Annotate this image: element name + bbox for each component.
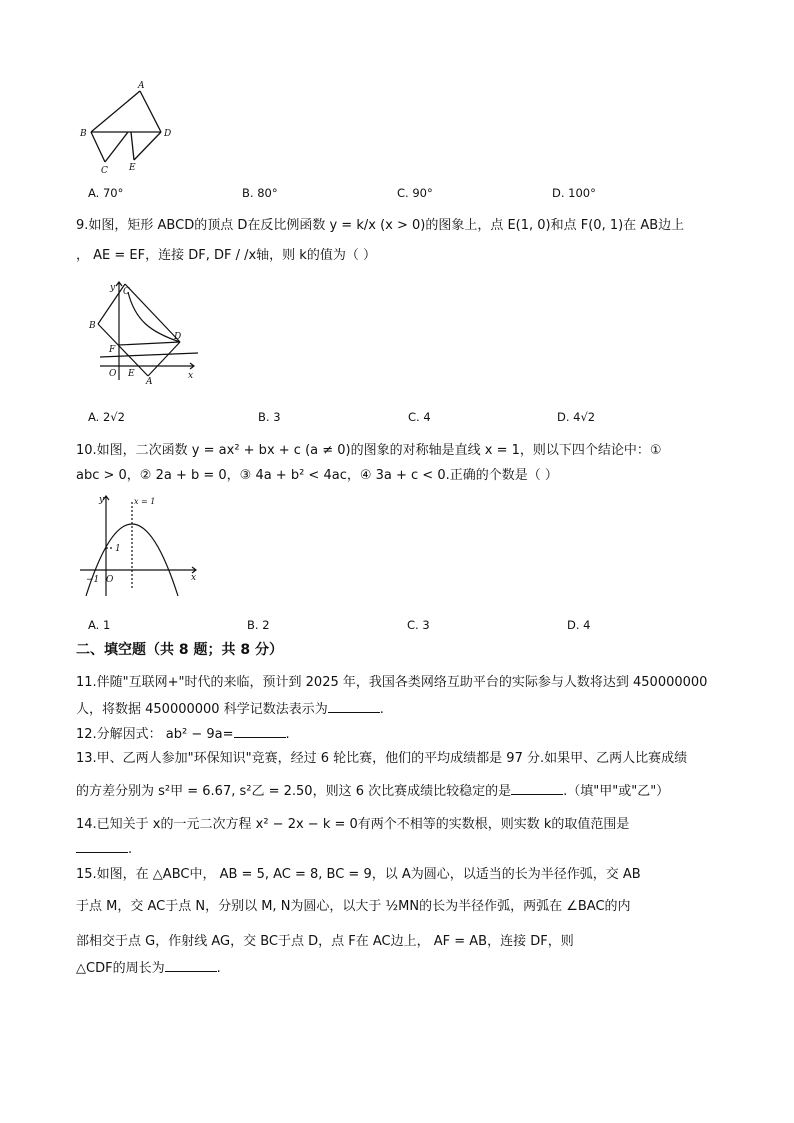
q10-label-axis: x = 1 [134, 497, 156, 506]
q15-text-line2: 于点 M，交 AC于点 N，分别以 M, N为圆心，以大于 ½MN的长为半径作弧，两弧在 ∠BAC的内 [76, 899, 631, 914]
q10-label-x: x [191, 573, 197, 583]
q10-label-o: O [106, 575, 114, 585]
q8-option-b: B. 80° [242, 186, 278, 200]
q11-answer-blank[interactable] [328, 700, 380, 713]
q8-option-c: C. 90° [397, 186, 433, 200]
q8-line-bc [91, 132, 105, 162]
q10-label-y: y [99, 495, 105, 505]
q8-line-ba [91, 91, 140, 132]
q10-label-one: 1 [115, 544, 121, 554]
q13-answer-blank[interactable] [511, 782, 563, 795]
q13-line2: 的方差分别为 s²甲 = 6.67, s²乙 = 2.50，则这 6 次比赛成绩比较稳定的是 .（填"甲"或"乙"） [76, 784, 670, 799]
q10-option-d: D. 4 [567, 618, 591, 632]
q8-figure [76, 78, 180, 176]
q9-option-a: A. 2√2 [88, 410, 125, 424]
q9-label-e: E [128, 369, 135, 379]
q9-label-x: x [188, 371, 194, 381]
q9-label-b: B [89, 321, 96, 331]
q12-answer-blank[interactable] [234, 725, 286, 738]
q11-text: 人，将数据 450000000 科学记数法表示为 [76, 702, 328, 717]
q8-line-ad [140, 91, 161, 132]
q10-option-c: C. 3 [407, 618, 430, 632]
q8-label-e: E [129, 163, 136, 173]
q9-side-ba [98, 324, 148, 376]
q10-text-line2: abc > 0，② 2a + b = 0，③ 4a + b² < 4ac，④ 3a + c < 0.正确的个数是（ ） [76, 468, 558, 483]
q12-line: 12.分解因式： ab² − 9a= . [76, 727, 290, 742]
q9-text-line2: ， AE = EF，连接 DF, DF / /x轴，则 k的值为（ ） [76, 248, 376, 263]
q10-figure [76, 492, 202, 604]
q13-text-line1: 13.甲、乙两人参加"环保知识"竞赛，经过 6 轮比赛，他们的平均成绩都是 97 分.如果甲、乙两人比赛成绩 [76, 751, 688, 766]
q9-option-d: D. 4√2 [557, 410, 596, 424]
q15-answer-blank[interactable] [165, 959, 217, 972]
q9-label-a: A [146, 377, 153, 387]
q13-hint: （填"甲"或"乙"） [567, 784, 670, 799]
q9-label-y: y [110, 283, 116, 293]
q8-option-d: D. 100° [552, 186, 596, 200]
q9-figure [80, 280, 200, 388]
q11-text-line1: 11.伴随"互联网+"时代的来临，预计到 2025 年，我国各类网络互助平台的实际参与人数将达到 450000000 [76, 675, 708, 690]
q10-option-b: B. 2 [247, 618, 270, 632]
q10-option-a: A. 1 [88, 618, 111, 632]
q9-side-ad [148, 342, 180, 376]
q10-text-line1: 10.如图，二次函数 y = ax² + bx + c (a ≠ 0)的图象的对称轴是直线 x = 1，则以下四个结论中：① [76, 443, 662, 458]
q8-label-b: B [80, 129, 87, 139]
q9-text-line1: 9.如图，矩形 ABCD的顶点 D在反比例函数 y = k/x (x > 0)的图象上，点 E(1, 0)和点 F(0, 1)在 AB边上 [76, 218, 685, 233]
q9-label-c: C [123, 287, 130, 297]
q14-text-line1: 14.已知关于 x的一元二次方程 x² − 2x − k = 0有两个不相等的实数根，则实数 k的取值范围是 [76, 817, 630, 832]
q9-label-o: O [109, 369, 117, 379]
q9-option-b: B. 3 [258, 410, 281, 424]
q14-line2: . [76, 840, 132, 859]
q8-line-ed [134, 132, 161, 160]
q8-option-a: A. 70° [88, 186, 124, 200]
q8-line-c-up [105, 132, 128, 162]
q15-line4: △CDF的周长为 . [76, 961, 221, 976]
q15-text-line3: 部相交于点 G，作射线 AG，交 BC于点 D，点 F在 AC边上， AF = AB，连接 DF，则 [76, 934, 574, 949]
q15-text-line1: 15.如图，在 △ABC中， AB = 5, AC = 8, BC = 9，以 A为圆心，以适当的长为半径作弧，交 AB [76, 867, 641, 882]
q9-line-fd [119, 342, 180, 345]
q8-label-c: C [101, 166, 108, 176]
q8-label-d: D [164, 129, 172, 139]
q8-line-e [131, 132, 134, 160]
q12-text: 12.分解因式： ab² − 9a= [76, 727, 234, 742]
q13-text: 的方差分别为 s²甲 = 6.67, s²乙 = 2.50，则这 6 次比赛成绩比较稳定的是 [76, 784, 512, 799]
q10-label-neg-one: −1 [86, 575, 100, 585]
q15-text: △CDF的周长为 [76, 961, 165, 976]
q9-option-c: C. 4 [408, 410, 431, 424]
q9-label-d: D [174, 332, 182, 342]
q9-side-cd [125, 284, 180, 342]
q11-text-line2: 人，将数据 450000000 科学记数法表示为 . [76, 702, 384, 717]
q8-label-a: A [138, 81, 145, 91]
q14-answer-blank[interactable] [76, 840, 128, 853]
section-title-fill-in: 二、填空题（共 8 题；共 8 分） [76, 642, 283, 658]
q9-label-f: F [109, 345, 116, 355]
